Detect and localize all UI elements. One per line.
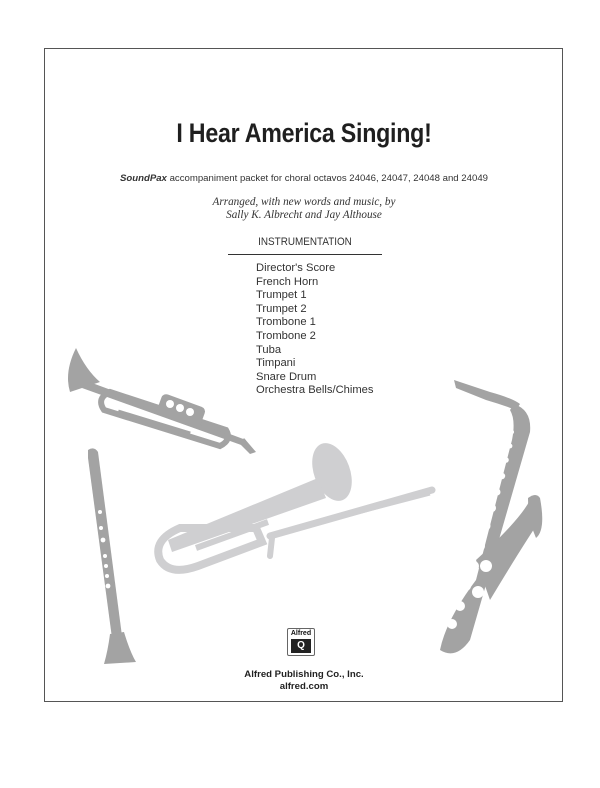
list-item: Snare Drum bbox=[256, 370, 317, 383]
list-item: Trumpet 2 bbox=[256, 302, 307, 315]
subtitle-brand: SoundPax bbox=[119, 173, 167, 184]
list-item: Trumpet 1 bbox=[256, 289, 307, 302]
publisher-name: Alfred Publishing Co., Inc. bbox=[244, 669, 364, 680]
list-item: Timpani bbox=[256, 357, 296, 370]
subtitle-text: accompaniment packet for choral octavos 24046, 24047, 24048 and 24049 bbox=[166, 173, 488, 184]
alfred-logo bbox=[287, 628, 315, 656]
publisher-website: alfred.com bbox=[279, 681, 329, 692]
instrumentation-list bbox=[256, 262, 374, 398]
arranger-line-2: Sally K. Albrecht and Jay Althouse bbox=[226, 209, 382, 221]
subtitle bbox=[0, 173, 600, 184]
arranger-line-1: Arranged, with new words and music, by bbox=[212, 196, 396, 208]
clarinet-icon bbox=[88, 448, 136, 664]
list-item: Director's Score bbox=[256, 262, 336, 274]
trumpet-icon bbox=[68, 348, 256, 454]
list-item: Tuba bbox=[256, 343, 282, 356]
saxophone-icon bbox=[440, 380, 542, 653]
trombone-icon bbox=[158, 438, 432, 570]
list-item: Trombone 2 bbox=[256, 329, 316, 342]
instrumentation-heading: INSTRUMENTATION bbox=[258, 236, 352, 248]
list-item: Trombone 1 bbox=[256, 316, 316, 329]
arranger-credit bbox=[0, 196, 600, 222]
logo-mark-icon: Q bbox=[291, 639, 311, 653]
list-item: Orchestra Bells/Chimes bbox=[256, 384, 374, 397]
list-item: French Horn bbox=[256, 275, 319, 288]
page-title: I Hear America Singing! bbox=[176, 118, 432, 148]
logo-text: Alfred bbox=[290, 630, 312, 637]
heading-divider bbox=[228, 254, 382, 255]
